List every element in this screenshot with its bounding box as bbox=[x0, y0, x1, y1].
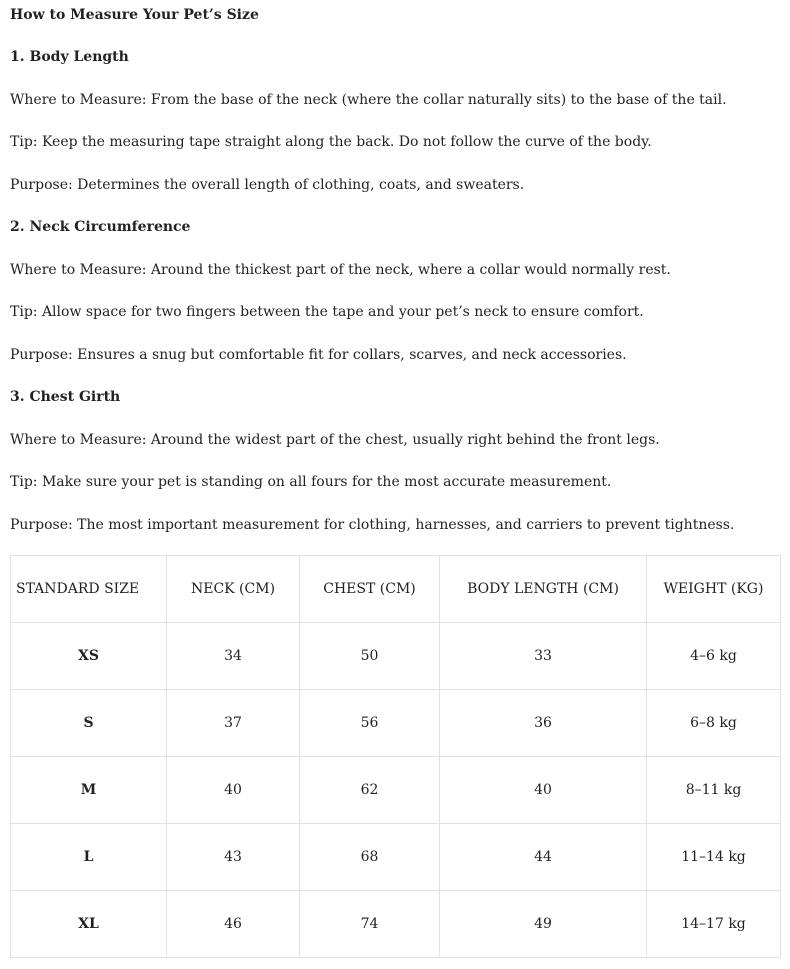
size-cell: XS bbox=[11, 623, 167, 690]
neck-cell: 40 bbox=[167, 757, 300, 824]
size-cell: L bbox=[11, 824, 167, 891]
weight-cell: 11–14 kg bbox=[647, 824, 781, 891]
chest-cell: 74 bbox=[300, 891, 440, 958]
neck-cell: 43 bbox=[167, 824, 300, 891]
page-title: How to Measure Your Pet’s Size bbox=[10, 7, 259, 23]
chest-purpose: Purpose: The most important measurement for clothing, harnesses, and carriers to prevent tightness. bbox=[10, 517, 735, 533]
table-row bbox=[11, 891, 781, 958]
body-length-cell: 36 bbox=[440, 690, 647, 757]
body-length-cell: 44 bbox=[440, 824, 647, 891]
body-length-where: Where to Measure: From the base of the neck (where the collar naturally sits) to the base of the tail. bbox=[10, 92, 727, 108]
chest-cell: 62 bbox=[300, 757, 440, 824]
size-chart-table bbox=[10, 555, 781, 958]
size-cell: XL bbox=[11, 891, 167, 958]
header-weight: WEIGHT (KG) bbox=[647, 556, 781, 623]
table-header-row bbox=[11, 556, 781, 623]
weight-cell: 6–8 kg bbox=[647, 690, 781, 757]
section-heading-neck: 2. Neck Circumference bbox=[10, 219, 191, 235]
body-length-cell: 33 bbox=[440, 623, 647, 690]
header-standard-size: STANDARD SIZE bbox=[11, 556, 167, 623]
size-cell: S bbox=[11, 690, 167, 757]
chest-cell: 50 bbox=[300, 623, 440, 690]
chest-cell: 56 bbox=[300, 690, 440, 757]
section-heading-chest: 3. Chest Girth bbox=[10, 389, 121, 405]
table-row bbox=[11, 757, 781, 824]
neck-cell: 34 bbox=[167, 623, 300, 690]
weight-cell: 14–17 kg bbox=[647, 891, 781, 958]
chest-cell: 68 bbox=[300, 824, 440, 891]
weight-cell: 4–6 kg bbox=[647, 623, 781, 690]
weight-cell: 8–11 kg bbox=[647, 757, 781, 824]
body-length-purpose: Purpose: Determines the overall length of clothing, coats, and sweaters. bbox=[10, 177, 525, 193]
header-body-length: BODY LENGTH (CM) bbox=[440, 556, 647, 623]
neck-tip: Tip: Allow space for two fingers between the tape and your pet’s neck to ensure comfort. bbox=[10, 304, 644, 320]
chest-tip: Tip: Make sure your pet is standing on all fours for the most accurate measurement. bbox=[10, 474, 612, 490]
neck-cell: 37 bbox=[167, 690, 300, 757]
neck-purpose: Purpose: Ensures a snug but comfortable fit for collars, scarves, and neck accessories. bbox=[10, 347, 627, 363]
header-chest: CHEST (CM) bbox=[300, 556, 440, 623]
neck-cell: 46 bbox=[167, 891, 300, 958]
size-cell: M bbox=[11, 757, 167, 824]
body-length-cell: 40 bbox=[440, 757, 647, 824]
header-neck: NECK (CM) bbox=[167, 556, 300, 623]
body-length-cell: 49 bbox=[440, 891, 647, 958]
section-heading-body-length: 1. Body Length bbox=[10, 49, 129, 65]
body-length-tip: Tip: Keep the measuring tape straight along the back. Do not follow the curve of the body. bbox=[10, 134, 652, 150]
table-row bbox=[11, 623, 781, 690]
neck-where: Where to Measure: Around the thickest part of the neck, where a collar would normally rest. bbox=[10, 262, 671, 278]
table-row bbox=[11, 824, 781, 891]
table-row bbox=[11, 690, 781, 757]
chest-where: Where to Measure: Around the widest part of the chest, usually right behind the front legs. bbox=[10, 432, 660, 448]
